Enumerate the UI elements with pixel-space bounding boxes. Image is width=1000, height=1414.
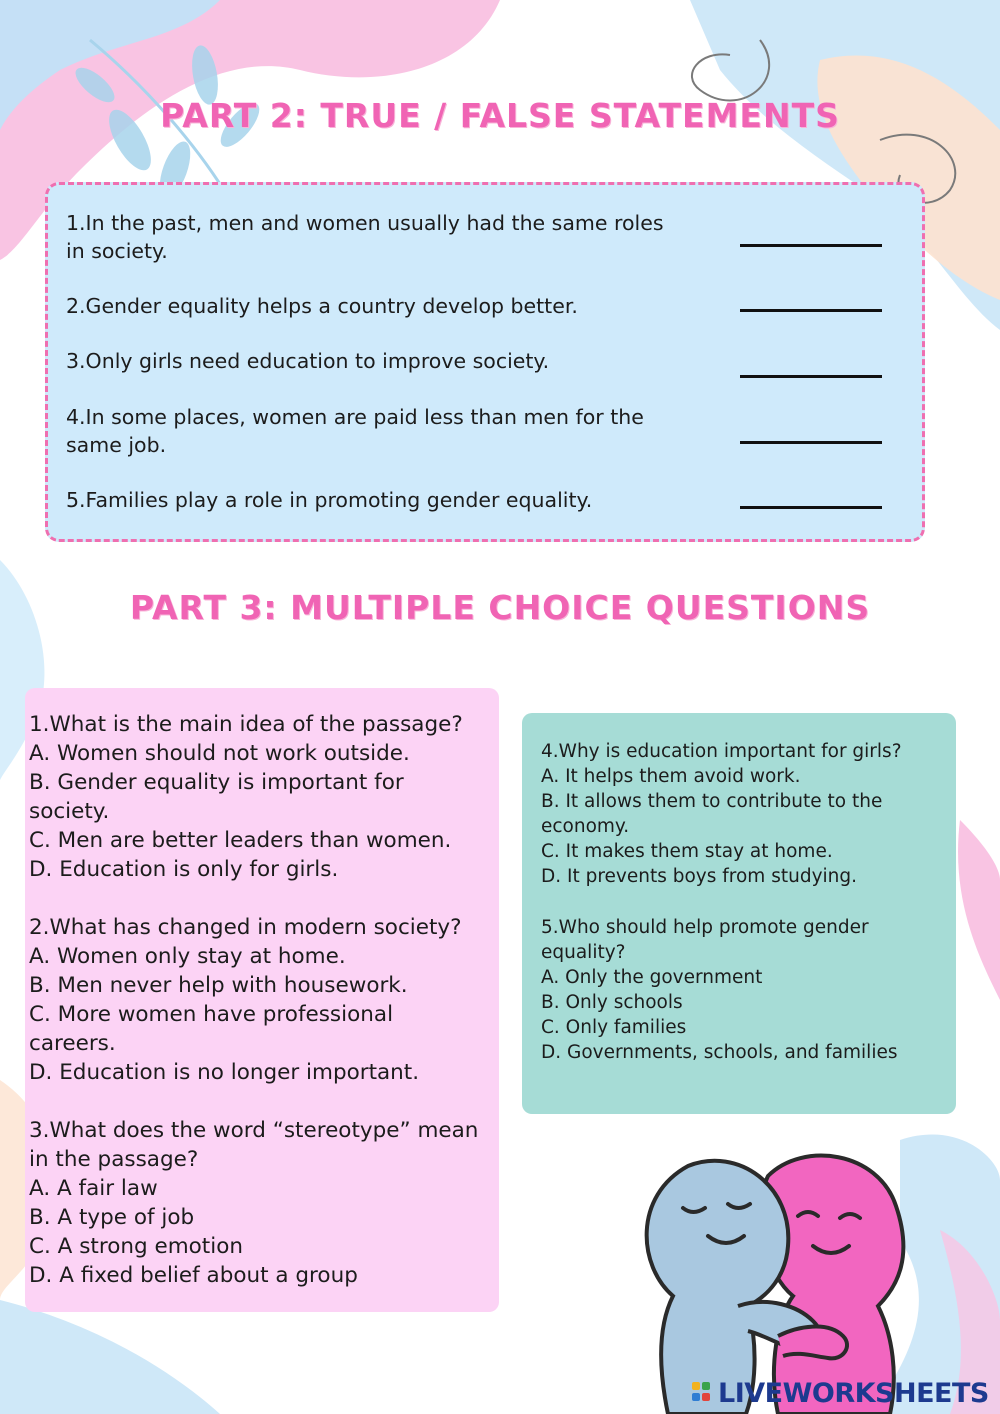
option-2d[interactable]: D. Education is no longer important.	[29, 1060, 420, 1085]
option-5c[interactable]: C. Only families	[541, 1017, 687, 1038]
statement-3: 3.Only girls need education to improve society.	[66, 349, 550, 373]
option-5d[interactable]: D. Governments, schools, and families	[541, 1042, 898, 1063]
part2-title: PART 2: TRUE / FALSE STATEMENTS	[160, 96, 840, 135]
statement-5: 5.Families play a role in promoting gender equality.	[66, 488, 593, 512]
answer-blank-4[interactable]	[740, 441, 882, 444]
option-3b[interactable]: B. A type of job	[29, 1205, 195, 1230]
hugging-figures-illustration	[628, 1146, 928, 1414]
questions-panel-left	[25, 688, 499, 1312]
option-4b[interactable]: B. It allows them to contribute to the economy.	[541, 791, 883, 837]
option-4a[interactable]: A. It helps them avoid work.	[541, 766, 801, 787]
liveworksheets-logo-icon	[692, 1380, 714, 1406]
statement-1: 1.In the past, men and women usually had the same roles in society.	[66, 211, 664, 263]
liveworksheets-brand	[692, 1376, 989, 1410]
option-1d[interactable]: D. Education is only for girls.	[29, 857, 339, 882]
answer-blank-3[interactable]	[740, 375, 882, 378]
option-1c[interactable]: C. Men are better leaders than women.	[29, 828, 452, 853]
option-3c[interactable]: C. A strong emotion	[29, 1234, 243, 1259]
option-2c[interactable]: C. More women have professional careers.	[29, 1002, 394, 1056]
question-3: 3.What does the word “stereotype” mean in the passage? A. A fair law B. A type of job C. A strong emotion D. A fixed belief about a group	[29, 1118, 479, 1288]
questions-panel-right	[522, 713, 956, 1114]
option-1b[interactable]: B. Gender equality is important for society.	[29, 770, 404, 824]
option-3a[interactable]: A. A fair law	[29, 1176, 158, 1201]
statement-4: 4.In some places, women are paid less than men for the same job.	[66, 405, 644, 457]
question-4: 4.Why is education important for girls? A. It helps them avoid work. B. It allows them to contribute to the economy. C. It makes them stay at home. D. It prevents boys from studying.	[541, 741, 902, 887]
question-2: 2.What has changed in modern society? A. Women only stay at home. B. Men never help with housework. C. More women have professional careers. D. Education is no longer important.	[29, 915, 462, 1085]
statement-2: 2.Gender equality helps a country develop better.	[66, 294, 578, 318]
question-1: 1.What is the main idea of the passage? A. Women should not work outside. B. Gender equality is important for society. C. Men are better leaders than women. D. Education is only for girls.	[29, 712, 463, 882]
answer-blank-5[interactable]	[740, 506, 882, 509]
option-2a[interactable]: A. Women only stay at home.	[29, 944, 346, 969]
true-false-box	[45, 182, 925, 542]
option-5a[interactable]: A. Only the government	[541, 967, 763, 988]
option-5b[interactable]: B. Only schools	[541, 992, 683, 1013]
liveworksheets-wordmark: LIVEWORKSHEETS	[718, 1377, 989, 1409]
option-1a[interactable]: A. Women should not work outside.	[29, 741, 410, 766]
answer-blank-1[interactable]	[740, 244, 882, 247]
option-3d[interactable]: D. A fixed belief about a group	[29, 1263, 358, 1288]
answer-blank-2[interactable]	[740, 309, 882, 312]
option-2b[interactable]: B. Men never help with housework.	[29, 973, 408, 998]
option-4c[interactable]: C. It makes them stay at home.	[541, 841, 833, 862]
question-5: 5.Who should help promote gender equality? A. Only the government B. Only schools C. Only families D. Governments, schools, and families	[541, 917, 898, 1063]
option-4d[interactable]: D. It prevents boys from studying.	[541, 866, 858, 887]
part3-title: PART 3: MULTIPLE CHOICE QUESTIONS	[129, 588, 871, 627]
